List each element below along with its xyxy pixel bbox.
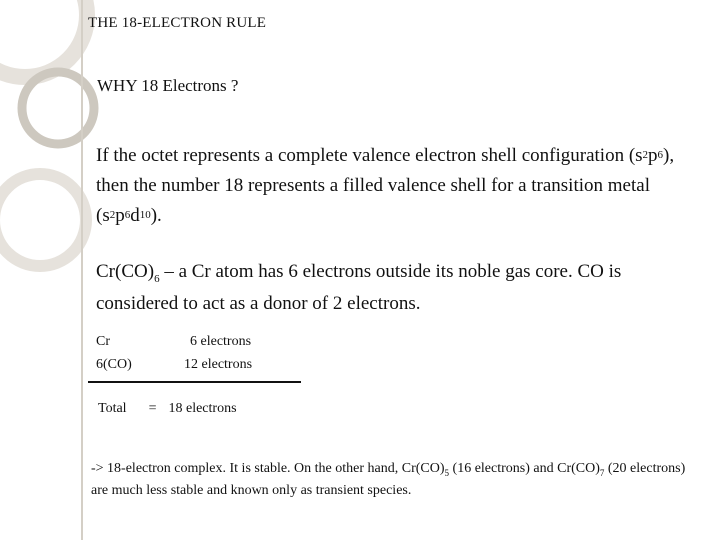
- total-equals: =: [148, 401, 157, 416]
- tally-label: Cr: [96, 334, 110, 349]
- slide-subtitle: WHY 18 Electrons ?: [97, 76, 239, 95]
- paragraph-cr-co: $Cr(CO)_6$ – a Cr atom has 6 electrons outside its noble gas core. CO is considered to act as a donor of 2 electrons.: [96, 261, 622, 314]
- decorative-ring-lower: [0, 174, 86, 266]
- tally-value: 6 electrons: [190, 334, 252, 349]
- vertical-divider: [81, 0, 83, 540]
- paragraph-octet: If the octet represents a complete valence electron shell configuration $(s^2p^6)$, then the number 18 represents a filled valence shell for a transition metal $(s^2p^6d^{10})$.: [96, 145, 675, 226]
- tally-row-cr: [96, 334, 251, 350]
- decorative-ring-small: [22, 72, 94, 144]
- tally-label: 6(CO): [96, 357, 132, 372]
- total-row: [98, 401, 237, 417]
- slide-title: THE 18-ELECTRON RULE: [88, 15, 267, 31]
- sum-rule: [88, 381, 301, 383]
- tally-row-co: [96, 357, 252, 373]
- decorative-ring-large: [0, 0, 87, 77]
- total-label: Total: [98, 401, 127, 416]
- tally-value: 12 electrons: [184, 357, 253, 372]
- total-value: 18 electrons: [168, 401, 237, 416]
- footnote: -> 18-electron complex. It is stable. On the other hand, $Cr(CO)_5$ (16 electrons) and $Cr(CO)_7$ (20 electrons) are much less stable and known only as transient species.: [91, 461, 686, 498]
